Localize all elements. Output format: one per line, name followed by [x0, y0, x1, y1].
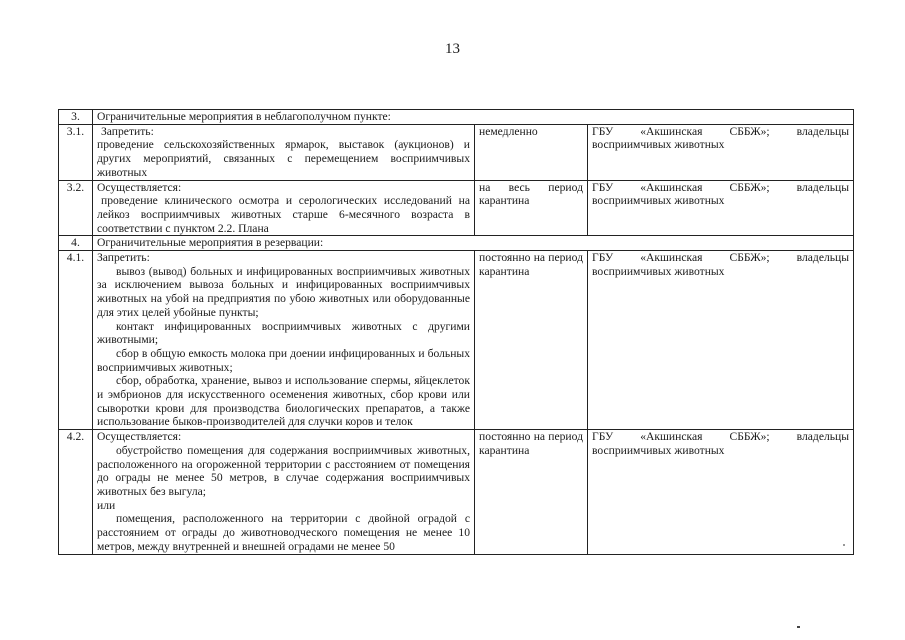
section-row: [59, 110, 854, 125]
section-title: Ограничительные мероприятия в резервации:: [93, 236, 854, 251]
table-row: [59, 430, 854, 554]
responsible-cell: [588, 124, 854, 180]
term-text: постоянно на период карантина: [479, 251, 583, 278]
table-row: [59, 124, 854, 180]
measure-text: проведение сельскохозяйственных ярмарок, выставок (аукционов) и других мероприятий, связанных с перемещением восприимчивых животных: [97, 138, 470, 179]
responsible-org: ГБУ «Акшинская СББЖ»; владельцы: [592, 180, 850, 194]
measure-text: сбор, обработка, хранение, вывоз и использование спермы, яйцеклеток и эмбрионов для искусственного осеменения животных, сбор крови или сыворотки крови для производства биологических препаратов, а также использование быков-производителей для случки коров и телок: [97, 374, 470, 429]
responsible-owner: восприимчивых животных: [592, 443, 725, 457]
responsible-cell: [588, 251, 854, 430]
measures-table: [58, 109, 854, 555]
item-number: 4.2.: [59, 430, 93, 554]
item-number: 4.1.: [59, 251, 93, 430]
responsible-org: ГБУ «Акшинская СББЖ»; владельцы: [592, 124, 850, 138]
measure-heading: Запретить:: [97, 251, 150, 265]
term-text: на весь период карантина: [479, 180, 583, 208]
term-cell: [475, 180, 588, 236]
responsible-cell: [588, 430, 854, 554]
measure-cell: [93, 180, 475, 236]
measure-text: или: [97, 498, 116, 512]
measure-heading: Осуществляется:: [97, 430, 182, 444]
responsible-org: ГБУ «Акшинская СББЖ»; владельцы: [592, 251, 850, 265]
measure-text: проведение клинического осмотра и серологических исследований на лейкоз восприимчивых животных старше 6-месячного возраста в соответствии с пунктом 2.2. Плана: [97, 194, 470, 235]
table-row: [59, 251, 854, 430]
measure-text: помещения, расположенного на территории с двойной оградой с расстоянием от ограды до животноводческого помещения не менее 10 метров, между внутренней и внешней оградами не менее 50: [97, 512, 470, 553]
measure-cell: [93, 124, 475, 180]
responsible-owner: восприимчивых животных: [592, 138, 725, 152]
section-number: 3.: [59, 110, 93, 125]
responsible-owner: восприимчивых животных: [592, 194, 725, 208]
measure-heading: Запретить:: [101, 124, 154, 138]
measure-text: сбор в общую емкость молока при доении инфицированных и больных восприимчивых животных;: [97, 346, 470, 374]
section-number: 4.: [59, 236, 93, 251]
measure-cell: [93, 251, 475, 430]
table-row: [59, 180, 854, 236]
page-number: 13: [445, 41, 460, 57]
scan-mark: [797, 626, 800, 628]
responsible-cell: [588, 180, 854, 236]
scan-speck: [843, 544, 845, 546]
item-number: 3.1.: [59, 124, 93, 180]
item-number: 3.2.: [59, 180, 93, 236]
term-cell: [475, 251, 588, 430]
measure-text: обустройство помещения для содержания восприимчивых животных, расположенного на огороженной территории с расстоянием от помещения до ограды не менее 50 метров, в случае содержания восприимчивых животных без выгула;: [97, 443, 470, 498]
measure-cell: [93, 430, 475, 554]
responsible-org: ГБУ «Акшинская СББЖ»; владельцы: [592, 430, 850, 444]
measure-heading: Осуществляется:: [97, 180, 182, 194]
section-row: [59, 236, 854, 251]
term-cell: немедленно: [475, 124, 588, 180]
term-text: постоянно на период карантина: [479, 430, 583, 457]
measure-text: вывоз (вывод) больных и инфицированных восприимчивых животных за исключением вывоза больных и инфицированных восприимчивых животных на убой на предприятия по убою животных или оборудованные для этих целей убойные пункты;: [97, 264, 470, 319]
term-cell: [475, 430, 588, 554]
responsible-owner: восприимчивых животных: [592, 264, 725, 278]
section-title: Ограничительные мероприятия в неблагополучном пункте:: [93, 110, 854, 125]
measure-text: контакт инфицированных восприимчивых животных с другими животными;: [97, 319, 470, 347]
